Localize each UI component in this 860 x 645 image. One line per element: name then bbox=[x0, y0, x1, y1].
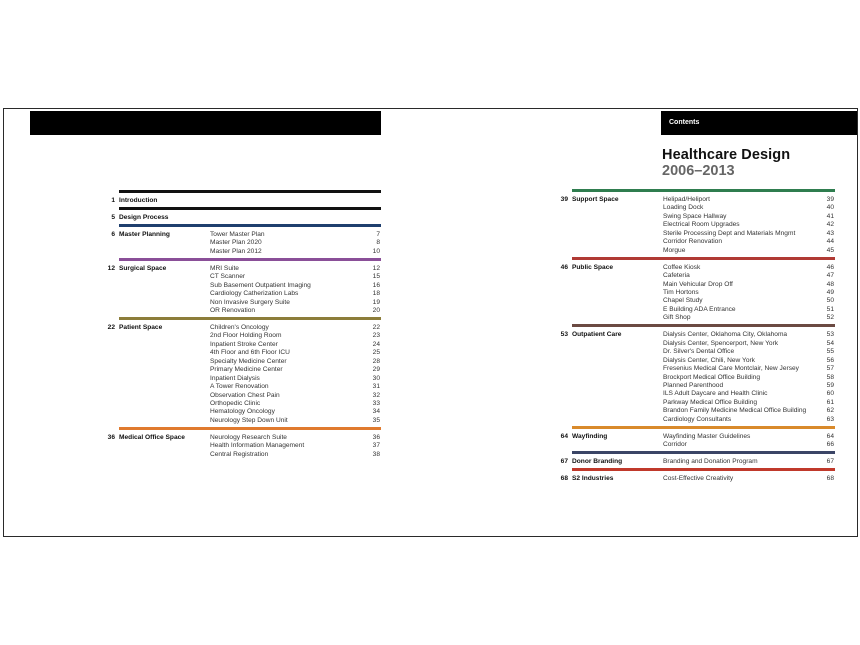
entry-title: Neurology Research Suite bbox=[210, 433, 287, 441]
entry-page-number: 58 bbox=[826, 373, 834, 381]
section-name: Master Planning bbox=[119, 230, 170, 238]
entry-page-number: 38 bbox=[372, 450, 380, 458]
toc-entry[interactable] bbox=[663, 196, 835, 205]
entry-title: Electrical Room Upgrades bbox=[663, 221, 740, 229]
entry-title: Health Information Management bbox=[210, 442, 305, 450]
entry-title: Morgue bbox=[663, 246, 686, 254]
entry-page-number: 37 bbox=[372, 442, 380, 450]
entry-title: Cardiology Consultants bbox=[663, 415, 732, 423]
entry-title: MRI Suite bbox=[210, 264, 239, 272]
entry-page-number: 15 bbox=[372, 273, 380, 281]
entry-title: Non Invasive Surgery Suite bbox=[210, 298, 290, 306]
section-name: S2 Industries bbox=[572, 475, 614, 483]
toc-entry[interactable] bbox=[210, 408, 381, 417]
entry-page-number: 7 bbox=[376, 230, 380, 238]
toc-entry[interactable] bbox=[663, 264, 835, 273]
entry-page-number: 64 bbox=[826, 432, 834, 440]
book-years: 2006–2013 bbox=[662, 163, 735, 179]
toc-entry[interactable] bbox=[210, 341, 381, 350]
entry-title: Brandon Family Medicine Medical Office Building bbox=[663, 407, 807, 415]
section-number: 64 bbox=[560, 432, 568, 440]
toc-entry[interactable] bbox=[210, 299, 381, 308]
toc-entry[interactable] bbox=[210, 366, 381, 375]
toc-entry[interactable] bbox=[663, 297, 835, 306]
toc-entry[interactable] bbox=[210, 349, 381, 358]
toc-entry[interactable] bbox=[210, 442, 381, 451]
section-name: Medical Office Space bbox=[119, 433, 185, 441]
entry-title: Dialysis Center, Oklahoma City, Oklahoma bbox=[663, 331, 788, 339]
entry-title: Specialty Medicine Center bbox=[210, 357, 287, 365]
section-color-bar bbox=[572, 426, 835, 429]
entry-title: Inpatient Dialysis bbox=[210, 374, 260, 382]
entry-title: Cardiology Catherization Labs bbox=[210, 290, 299, 298]
section-color-bar bbox=[572, 451, 835, 454]
toc-entry[interactable] bbox=[210, 417, 381, 426]
toc-entry[interactable] bbox=[210, 358, 381, 367]
toc-entry[interactable] bbox=[663, 306, 835, 315]
toc-entry[interactable] bbox=[210, 282, 381, 291]
entry-page-number: 42 bbox=[826, 221, 834, 229]
toc-entry[interactable] bbox=[663, 407, 835, 416]
toc-entry[interactable] bbox=[210, 451, 381, 460]
entry-title: Sub Basement Outpatient Imaging bbox=[210, 281, 311, 289]
entry-page-number: 16 bbox=[372, 281, 380, 289]
entry-title: CT Scanner bbox=[210, 273, 246, 281]
toc-entry[interactable] bbox=[663, 458, 835, 467]
entry-page-number: 43 bbox=[826, 229, 834, 237]
section-color-bar bbox=[119, 207, 381, 210]
entry-title: Central Registration bbox=[210, 450, 269, 458]
section-color-bar bbox=[119, 427, 381, 430]
entry-title: Branding and Donation Program bbox=[663, 458, 758, 466]
entry-page-number: 34 bbox=[372, 408, 380, 416]
entry-title: Cafeteria bbox=[663, 272, 690, 280]
toc-entry[interactable] bbox=[210, 248, 381, 257]
entry-page-number: 22 bbox=[372, 323, 380, 331]
section-color-bar bbox=[572, 324, 835, 327]
entry-page-number: 12 bbox=[372, 264, 380, 272]
toc-entry[interactable] bbox=[663, 213, 835, 222]
section-name: Outpatient Care bbox=[572, 331, 622, 339]
entry-page-number: 35 bbox=[372, 416, 380, 424]
entry-page-number: 28 bbox=[372, 357, 380, 365]
section-number: 46 bbox=[560, 263, 568, 271]
toc-entry[interactable] bbox=[210, 273, 381, 282]
section-number: 1 bbox=[111, 197, 115, 204]
entry-page-number: 48 bbox=[826, 280, 834, 288]
entry-page-number: 25 bbox=[372, 349, 380, 357]
toc-entry[interactable] bbox=[210, 307, 381, 316]
entry-page-number: 51 bbox=[826, 305, 834, 313]
toc-entry[interactable] bbox=[210, 265, 381, 274]
entry-title: Wayfinding Master Guidelines bbox=[663, 432, 751, 440]
entry-title: ILS Adult Daycare and Health Clinic bbox=[663, 390, 768, 398]
entry-page-number: 52 bbox=[826, 314, 834, 322]
left-page-header-bar bbox=[30, 111, 381, 135]
entry-title: Fresenius Medical Care Montclair, New Jersey bbox=[663, 365, 799, 373]
section-name: Public Space bbox=[572, 263, 614, 271]
entry-title: Main Vehicular Drop Off bbox=[663, 280, 733, 288]
toc-entry[interactable] bbox=[663, 272, 835, 281]
toc-entry[interactable] bbox=[210, 231, 381, 240]
entry-page-number: 45 bbox=[826, 246, 834, 254]
entry-page-number: 66 bbox=[826, 441, 834, 449]
section-number: 67 bbox=[560, 458, 568, 466]
contents-label: Contents bbox=[669, 119, 700, 126]
entry-title: Sterile Processing Dept and Materials Mngmt bbox=[663, 229, 796, 237]
section-number: 5 bbox=[111, 213, 115, 221]
entry-page-number: 60 bbox=[826, 390, 834, 398]
section-color-bar bbox=[119, 190, 381, 193]
entry-title: Chapel Study bbox=[663, 297, 703, 305]
toc-entry[interactable] bbox=[210, 332, 381, 341]
toc-entry[interactable] bbox=[663, 382, 835, 391]
entry-page-number: 55 bbox=[826, 348, 834, 356]
section-color-bar bbox=[119, 258, 381, 261]
section-number: 68 bbox=[560, 475, 568, 483]
section-color-bar bbox=[119, 224, 381, 227]
entry-title: Neurology Step Down Unit bbox=[210, 416, 288, 424]
entry-page-number: 24 bbox=[372, 340, 380, 348]
toc-entry[interactable] bbox=[210, 239, 381, 248]
entry-title: Parkway Medical Office Building bbox=[663, 398, 758, 406]
toc-entry[interactable] bbox=[663, 289, 835, 298]
toc-entry[interactable] bbox=[210, 383, 381, 392]
entry-title: Master Plan 2012 bbox=[210, 247, 262, 255]
entry-title: Dialysis Center, Spencerport, New York bbox=[663, 339, 779, 347]
toc-entry[interactable] bbox=[663, 390, 835, 399]
entry-page-number: 23 bbox=[372, 332, 380, 340]
entry-title: A Tower Renovation bbox=[210, 383, 269, 391]
entry-title: Tim Hortons bbox=[663, 288, 699, 296]
toc-entry[interactable] bbox=[663, 247, 835, 256]
entry-title: Corridor Renovation bbox=[663, 238, 723, 246]
section-color-bar bbox=[572, 468, 835, 471]
entry-title: OR Renovation bbox=[210, 307, 256, 314]
section-name: Design Process bbox=[119, 213, 169, 221]
entry-page-number: 41 bbox=[826, 212, 834, 220]
entry-title: E Building ADA Entrance bbox=[663, 305, 736, 313]
entry-page-number: 36 bbox=[372, 433, 380, 441]
section-number: 36 bbox=[107, 433, 115, 441]
entry-title: Dr. Silver's Dental Office bbox=[663, 348, 735, 356]
toc-entry[interactable] bbox=[210, 324, 381, 333]
entry-title: Inpatient Stroke Center bbox=[210, 340, 278, 348]
toc-entry[interactable] bbox=[210, 290, 381, 299]
entry-page-number: 39 bbox=[826, 196, 834, 203]
toc-entry[interactable] bbox=[663, 348, 835, 357]
entry-page-number: 56 bbox=[826, 356, 834, 364]
entry-title: Gift Shop bbox=[663, 314, 691, 322]
section-color-bar bbox=[119, 317, 381, 320]
entry-page-number: 8 bbox=[376, 239, 380, 247]
entry-title: Helipad/Heliport bbox=[663, 196, 710, 203]
entry-title: 2nd Floor Holding Room bbox=[210, 332, 282, 340]
entry-title: Brockport Medical Office Building bbox=[663, 373, 760, 381]
toc-entry[interactable] bbox=[663, 441, 835, 450]
entry-page-number: 57 bbox=[826, 365, 834, 373]
toc-entry[interactable] bbox=[210, 400, 381, 409]
entry-page-number: 63 bbox=[826, 415, 834, 423]
section-number: 39 bbox=[560, 196, 568, 203]
right-page-header-bar bbox=[661, 111, 857, 135]
entry-title: Orthopedic Clinic bbox=[210, 399, 261, 407]
entry-page-number: 40 bbox=[826, 204, 834, 212]
toc-entry[interactable] bbox=[663, 281, 835, 290]
toc-entry[interactable] bbox=[663, 204, 835, 213]
section-name: Wayfinding bbox=[572, 432, 608, 440]
book-title: Healthcare Design bbox=[662, 147, 791, 163]
entry-page-number: 33 bbox=[372, 399, 380, 407]
entry-title: Planned Parenthood bbox=[663, 381, 724, 389]
section-number: 6 bbox=[111, 230, 115, 238]
entry-title: 4th Floor and 6th Floor ICU bbox=[210, 349, 290, 357]
section-color-bar bbox=[572, 257, 835, 260]
entry-title: Cost-Effective Creativity bbox=[663, 475, 734, 483]
entry-page-number: 19 bbox=[372, 298, 380, 306]
entry-page-number: 67 bbox=[826, 458, 834, 466]
entry-page-number: 62 bbox=[826, 407, 834, 415]
section-number: 12 bbox=[107, 264, 115, 272]
toc-entry[interactable] bbox=[663, 340, 835, 349]
toc-entry[interactable] bbox=[663, 416, 835, 425]
toc-entry[interactable] bbox=[663, 365, 835, 374]
entry-title: Coffee Kiosk bbox=[663, 263, 701, 271]
entry-page-number: 50 bbox=[826, 297, 834, 305]
toc-entry[interactable] bbox=[210, 434, 381, 443]
entry-page-number: 29 bbox=[372, 366, 380, 374]
entry-page-number: 20 bbox=[372, 307, 380, 314]
entry-title: Children's Oncology bbox=[210, 323, 269, 331]
entry-page-number: 49 bbox=[826, 288, 834, 296]
entry-page-number: 32 bbox=[372, 391, 380, 399]
toc-entry[interactable] bbox=[210, 375, 381, 384]
entry-page-number: 46 bbox=[826, 263, 834, 271]
toc-entry[interactable] bbox=[663, 331, 835, 340]
entry-page-number: 10 bbox=[372, 247, 380, 255]
entry-title: Tower Master Plan bbox=[210, 230, 265, 238]
entry-title: Corridor bbox=[663, 441, 687, 449]
entry-page-number: 31 bbox=[372, 383, 380, 391]
entry-page-number: 30 bbox=[372, 374, 380, 382]
toc-entry[interactable] bbox=[210, 392, 381, 401]
entry-page-number: 68 bbox=[826, 475, 834, 483]
entry-page-number: 53 bbox=[826, 331, 834, 339]
section-name: Surgical Space bbox=[119, 264, 167, 272]
entry-title: Observation Chest Pain bbox=[210, 391, 280, 399]
toc-entry[interactable] bbox=[663, 221, 835, 230]
section-number: 22 bbox=[107, 323, 115, 331]
section-color-bar bbox=[572, 189, 835, 192]
entry-page-number: 54 bbox=[826, 339, 834, 347]
entry-page-number: 18 bbox=[372, 290, 380, 298]
toc-entry[interactable] bbox=[663, 399, 835, 408]
entry-title: Loading Dock bbox=[663, 204, 704, 212]
entry-page-number: 47 bbox=[826, 272, 834, 280]
toc-entry[interactable] bbox=[663, 314, 835, 323]
toc-entry[interactable] bbox=[663, 475, 835, 484]
entry-title: Dialysis Center, Chili, New York bbox=[663, 356, 755, 364]
entry-title: Swing Space Hallway bbox=[663, 212, 727, 220]
entry-page-number: 59 bbox=[826, 381, 834, 389]
entry-page-number: 44 bbox=[826, 238, 834, 246]
toc-entry[interactable] bbox=[663, 230, 835, 239]
toc-entry[interactable] bbox=[663, 357, 835, 366]
toc-entry[interactable] bbox=[663, 433, 835, 442]
entry-title: Primary Medicine Center bbox=[210, 366, 283, 374]
toc-entry[interactable] bbox=[663, 374, 835, 383]
entry-page-number: 61 bbox=[826, 398, 834, 406]
toc-entry[interactable] bbox=[663, 238, 835, 247]
section-name: Introduction bbox=[119, 197, 158, 204]
section-name: Support Space bbox=[572, 196, 619, 203]
book-spread bbox=[3, 108, 858, 537]
entry-title: Master Plan 2020 bbox=[210, 239, 262, 247]
section-number: 53 bbox=[560, 331, 568, 339]
entry-title: Hematology Oncology bbox=[210, 408, 275, 416]
section-name: Donor Branding bbox=[572, 458, 623, 466]
section-name: Patient Space bbox=[119, 323, 163, 331]
